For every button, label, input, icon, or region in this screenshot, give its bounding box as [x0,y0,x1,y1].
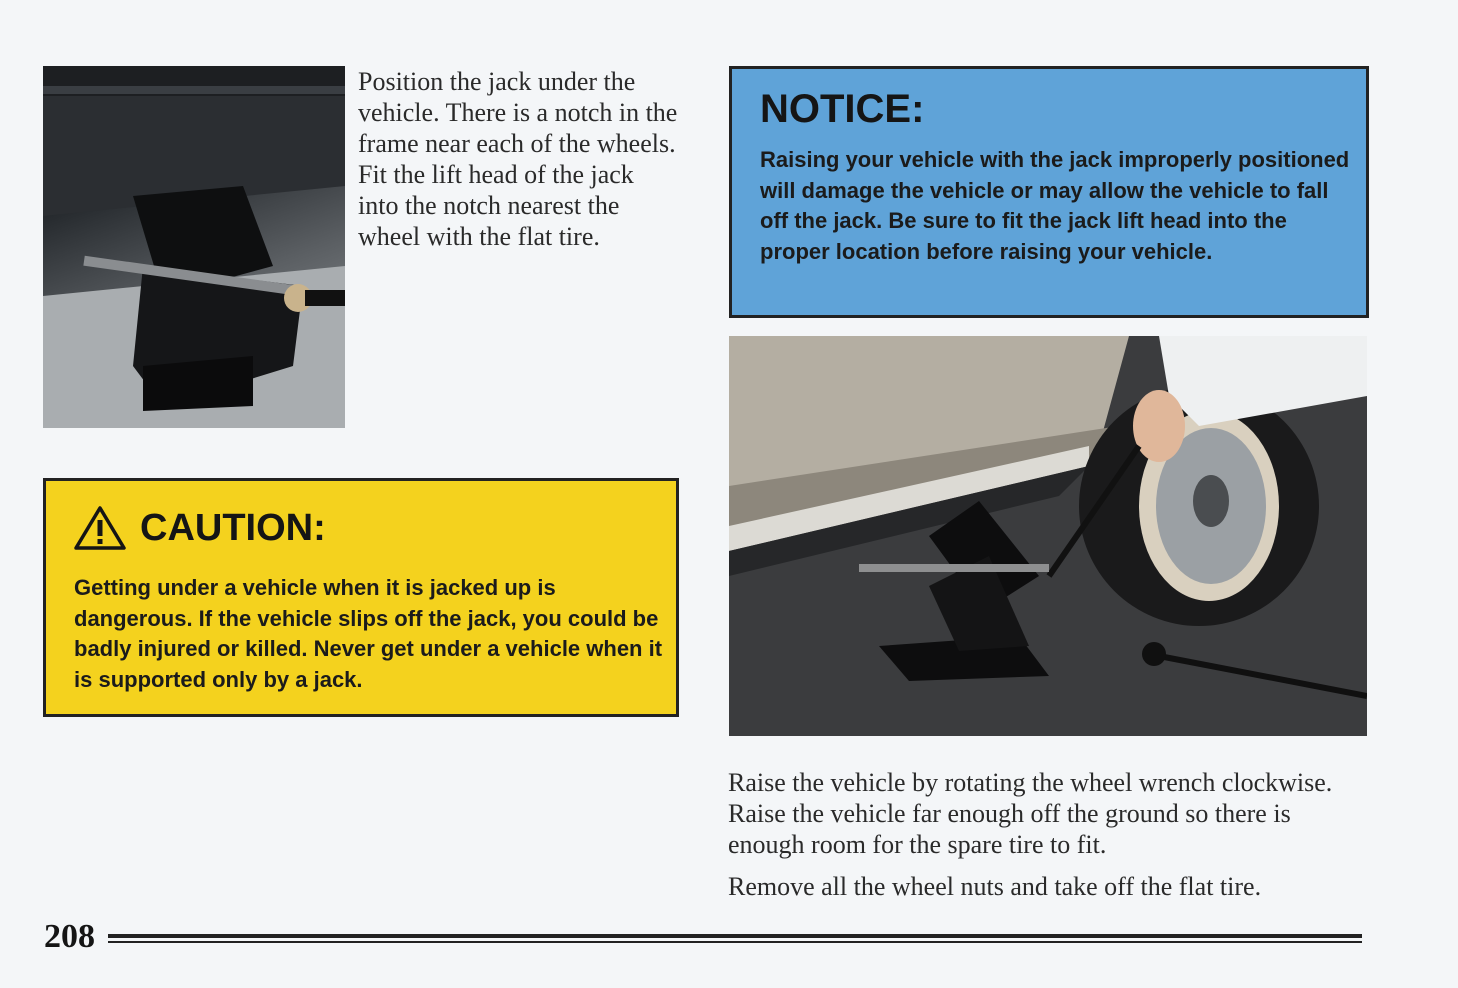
jack-under-frame-photo [43,66,345,428]
caution-text: Getting under a vehicle when it is jacked up is dangerous. If the vehicle slips off the jack, you could be badly injured or killed. Never get under a vehicle when it is supported only by a jack. [74,575,663,692]
raising-vehicle-photo [729,336,1367,736]
warning-triangle-icon [74,505,126,551]
footer-rule [108,934,1362,938]
caution-heading [74,505,326,551]
footer-rule-thin [108,941,1362,943]
notice-title: NOTICE: [760,87,925,131]
intro-paragraph: Position the jack under the vehicle. There is a notch in the frame near each of the wheels. Fit the lift head of the jack into the notch nearest the wheel with the flat tire. [358,67,678,251]
raise-instructions: Raise the vehicle by rotating the wheel wrench clockwise. Raise the vehicle far enough off the ground so there is enough room for the spare tire to fit. [728,768,1333,859]
caution-box [43,478,679,717]
page-number: 208 [44,918,95,955]
notice-box [729,66,1369,318]
notice-text: Raising your vehicle with the jack improperly positioned will damage the vehicle or may allow the vehicle to fall off the jack. Be sure to fit the jack lift head into the proper location before raising your vehicle. [760,147,1350,264]
caution-title: CAUTION: [140,506,326,549]
remove-instructions: Remove all the wheel nuts and take off the flat tire. [728,872,1262,901]
